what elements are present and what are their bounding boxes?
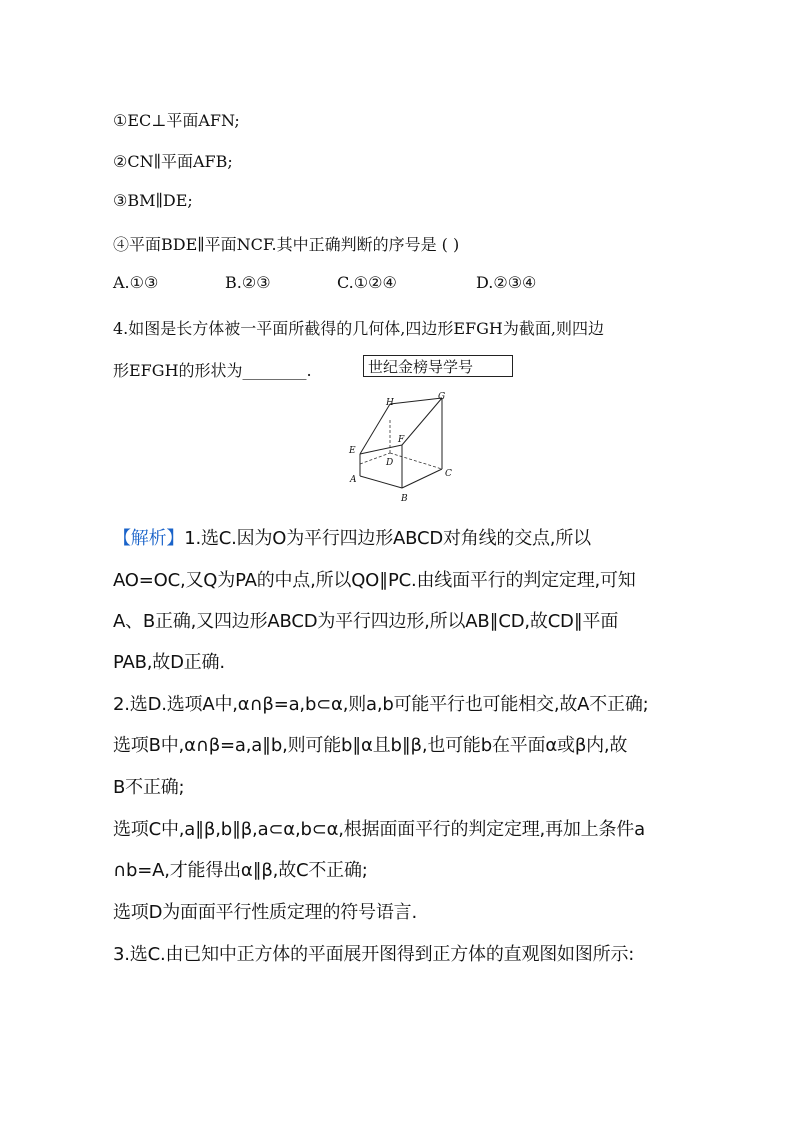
solution-line-5: 2.选D.选项A中,α∩β=a,b⊂α,则a,b可能平行也可能相交,故A不正确; bbox=[113, 694, 649, 715]
solution-line-11: 3.选C.由已知中正方体的平面展开图得到正方体的直观图如图所示: bbox=[113, 944, 635, 965]
solution-line-7: B不正确; bbox=[113, 777, 185, 798]
statement-2: ②CN∥平面AFB; bbox=[113, 152, 233, 171]
statement-1: ①EC⊥平面AFN; bbox=[113, 111, 240, 130]
solution-label: 【解析】 bbox=[113, 528, 185, 549]
statement-4: ④平面BDE∥平面NCF.其中正确判断的序号是 ( ) bbox=[113, 235, 460, 254]
option-c: C.①②④ bbox=[337, 273, 397, 292]
vertex-label-b: B bbox=[401, 494, 408, 504]
vertex-label-f: F bbox=[398, 435, 405, 445]
vertex-label-c: C bbox=[445, 469, 452, 479]
vertex-label-h: H bbox=[386, 398, 394, 408]
solution-line-3: A、B正确,又四边形ABCD为平行四边形,所以AB∥CD,故CD∥平面 bbox=[113, 611, 619, 632]
option-d: D.②③④ bbox=[476, 273, 537, 292]
solution-line-10: 选项D为面面平行性质定理的符号语言. bbox=[113, 902, 417, 923]
statement-3: ③BM∥DE; bbox=[113, 191, 193, 210]
question-4-line-2: 形EFGH的形状为________. bbox=[113, 361, 312, 380]
solution-line-1-text: 1.选C.因为O为平行四边形ABCD对角线的交点,所以 bbox=[184, 528, 591, 549]
vertex-label-a: A bbox=[350, 475, 357, 485]
vertex-label-e: E bbox=[349, 446, 356, 456]
solution-line-8: 选项C中,a∥β,b∥β,a⊂α,b⊂α,根据面面平行的判定定理,再加上条件a bbox=[113, 819, 645, 840]
vertex-label-g: G bbox=[438, 392, 446, 402]
option-b: B.②③ bbox=[225, 273, 271, 292]
solution-line-2: AO=OC,又Q为PA的中点,所以QO∥PC.由线面平行的判定定理,可知 bbox=[113, 570, 636, 591]
solution-line-4: PAB,故D正确. bbox=[113, 652, 225, 673]
source-tag-box: 世纪金榜导学号 bbox=[363, 355, 513, 377]
vertex-label-d: D bbox=[386, 458, 394, 468]
cuboid-figure bbox=[340, 388, 460, 506]
option-a: A.①③ bbox=[113, 273, 159, 292]
solution-line-6: 选项B中,α∩β=a,a∥b,则可能b∥α且b∥β,也可能b在平面α或β内,故 bbox=[113, 735, 628, 756]
solution-line-1 bbox=[113, 524, 591, 550]
question-4-line-1: 4.如图是长方体被一平面所截得的几何体,四边形EFGH为截面,则四边 bbox=[113, 319, 604, 338]
solution-line-9: ∩b=A,才能得出α∥β,故C不正确; bbox=[113, 860, 368, 881]
